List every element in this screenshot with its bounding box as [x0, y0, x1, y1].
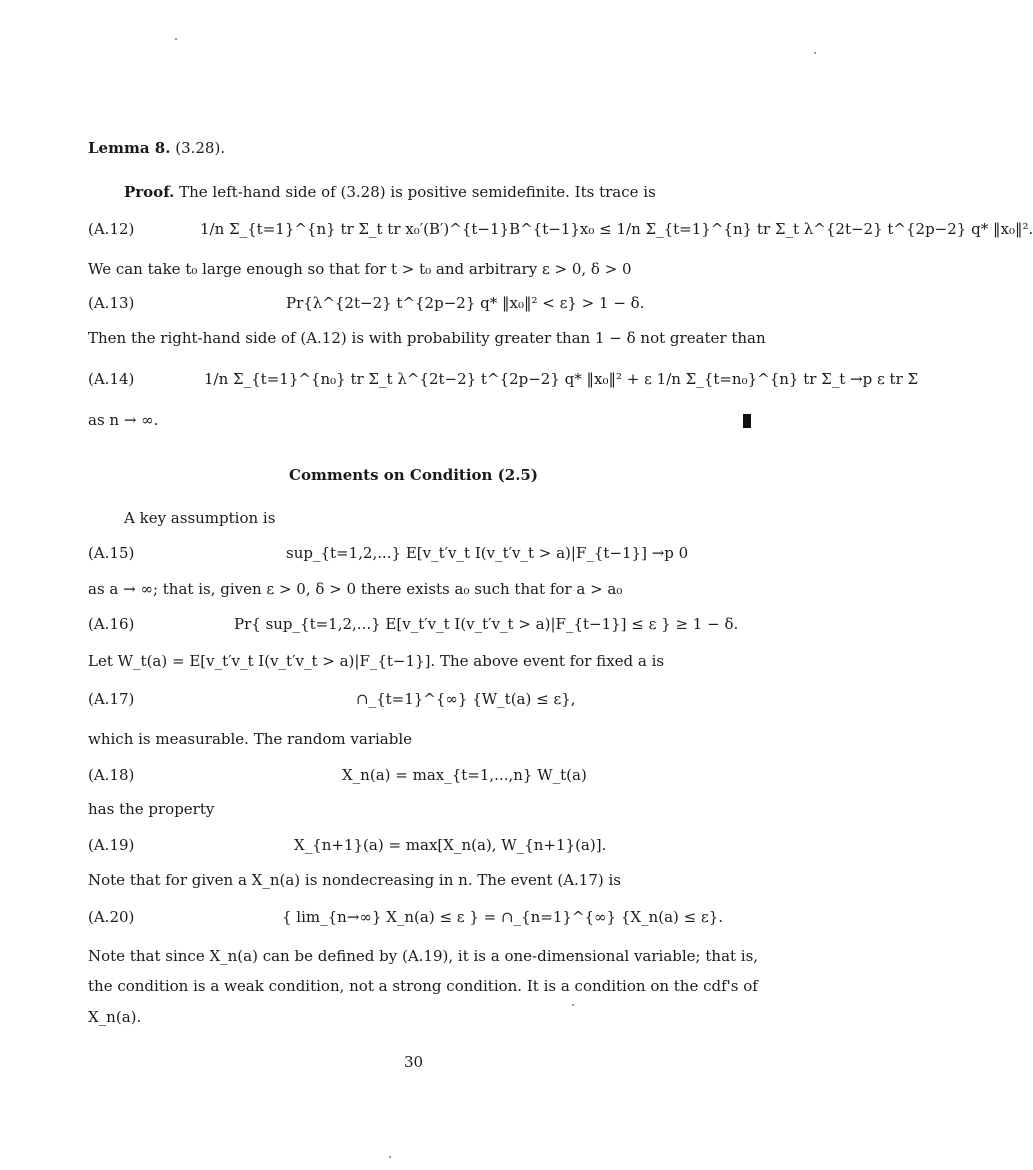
paragraph-line: We can take t₀ large enough so that for t > t₀ and arbitrary ε > 0, δ > 0 — [88, 260, 632, 278]
equation-a14: 1/n Σ_{t=1}^{n₀} tr Σ_t λ^{2t−2} t^{2p−2} q* ‖x₀‖² + ε 1/n Σ_{t=n₀}^{n} tr Σ_t →p ε tr Σ — [204, 370, 919, 388]
eq-number: (A.15) — [88, 544, 135, 562]
proof-label: Proof. — [124, 183, 175, 201]
eq-number: (A.16) — [88, 615, 135, 633]
eq-number: (A.14) — [88, 370, 135, 388]
paragraph-line: as n → ∞. — [88, 411, 159, 429]
paragraph-line: has the property — [88, 800, 215, 818]
scan-speck — [389, 1156, 391, 1158]
lemma-label: Lemma 8. — [88, 139, 171, 157]
lemma-line — [88, 137, 753, 159]
eq-number: (A.17) — [88, 690, 135, 708]
eq-number: (A.20) — [88, 908, 135, 926]
equation-a19: X_{n+1}(a) = max[X_n(a), W_{n+1}(a)]. — [294, 836, 607, 854]
scan-speck — [572, 1004, 574, 1006]
proof-text: The left-hand side of (3.28) is positive semidefinite. Its trace is — [179, 183, 656, 201]
lemma-ref: (3.28). — [175, 139, 226, 157]
paragraph-line: the condition is a weak condition, not a strong condition. It is a condition on the cdf's of — [88, 977, 758, 995]
scan-speck — [175, 38, 177, 40]
eq-number: (A.18) — [88, 766, 135, 784]
equation-a18: X_n(a) = max_{t=1,...,n} W_t(a) — [342, 766, 587, 784]
qed-symbol — [743, 414, 751, 428]
paragraph-line: Let W_t(a) = E[v_t′v_t I(v_t′v_t > a)|F_{t−1}]. The above event for fixed a is — [88, 652, 665, 670]
section-heading: Comments on Condition (2.5) — [289, 466, 538, 484]
equation-a16: Pr{ sup_{t=1,2,...} E[v_t′v_t I(v_t′v_t > a)|F_{t−1}] ≤ ε } ≥ 1 − δ. — [234, 615, 739, 633]
paragraph-line: which is measurable. The random variable — [88, 730, 413, 748]
equation-a13: Pr{λ^{2t−2} t^{2p−2} q* ‖x₀‖² < ε} > 1 − δ. — [286, 294, 645, 312]
equation-a17: ∩_{t=1}^{∞} {W_t(a) ≤ ε}, — [356, 690, 576, 708]
paragraph-line: X_n(a). — [88, 1008, 142, 1026]
paragraph-line: Note that since X_n(a) can be defined by (A.19), it is a one-dimensional variable; that is, — [88, 947, 759, 965]
scan-speck — [814, 52, 816, 54]
proof-line — [124, 181, 753, 203]
equation-a15: sup_{t=1,2,...} E[v_t′v_t I(v_t′v_t > a)|F_{t−1}] →p 0 — [286, 544, 689, 562]
paragraph-line: A key assumption is — [124, 509, 276, 527]
eq-number: (A.19) — [88, 836, 135, 854]
paragraph-line: Then the right-hand side of (A.12) is with probability greater than 1 − δ not greater than — [88, 329, 766, 347]
paragraph-line: as a → ∞; that is, given ε > 0, δ > 0 there exists a₀ such that for a > a₀ — [88, 580, 623, 598]
paragraph-line: Note that for given a X_n(a) is nondecreasing in n. The event (A.17) is — [88, 871, 622, 889]
page-number: 30 — [403, 1053, 424, 1071]
eq-number: (A.13) — [88, 294, 135, 312]
equation-a12: 1/n Σ_{t=1}^{n} tr Σ_t tr x₀′(B′)^{t−1}B^{t−1}x₀ ≤ 1/n Σ_{t=1}^{n} tr Σ_t λ^{2t−2} t^{2p−2} q* ‖x₀‖². — [200, 220, 1033, 238]
equation-a20: { lim_{n→∞} X_n(a) ≤ ε } = ∩_{n=1}^{∞} {X_n(a) ≤ ε}. — [282, 908, 724, 926]
eq-number: (A.12) — [88, 220, 135, 238]
